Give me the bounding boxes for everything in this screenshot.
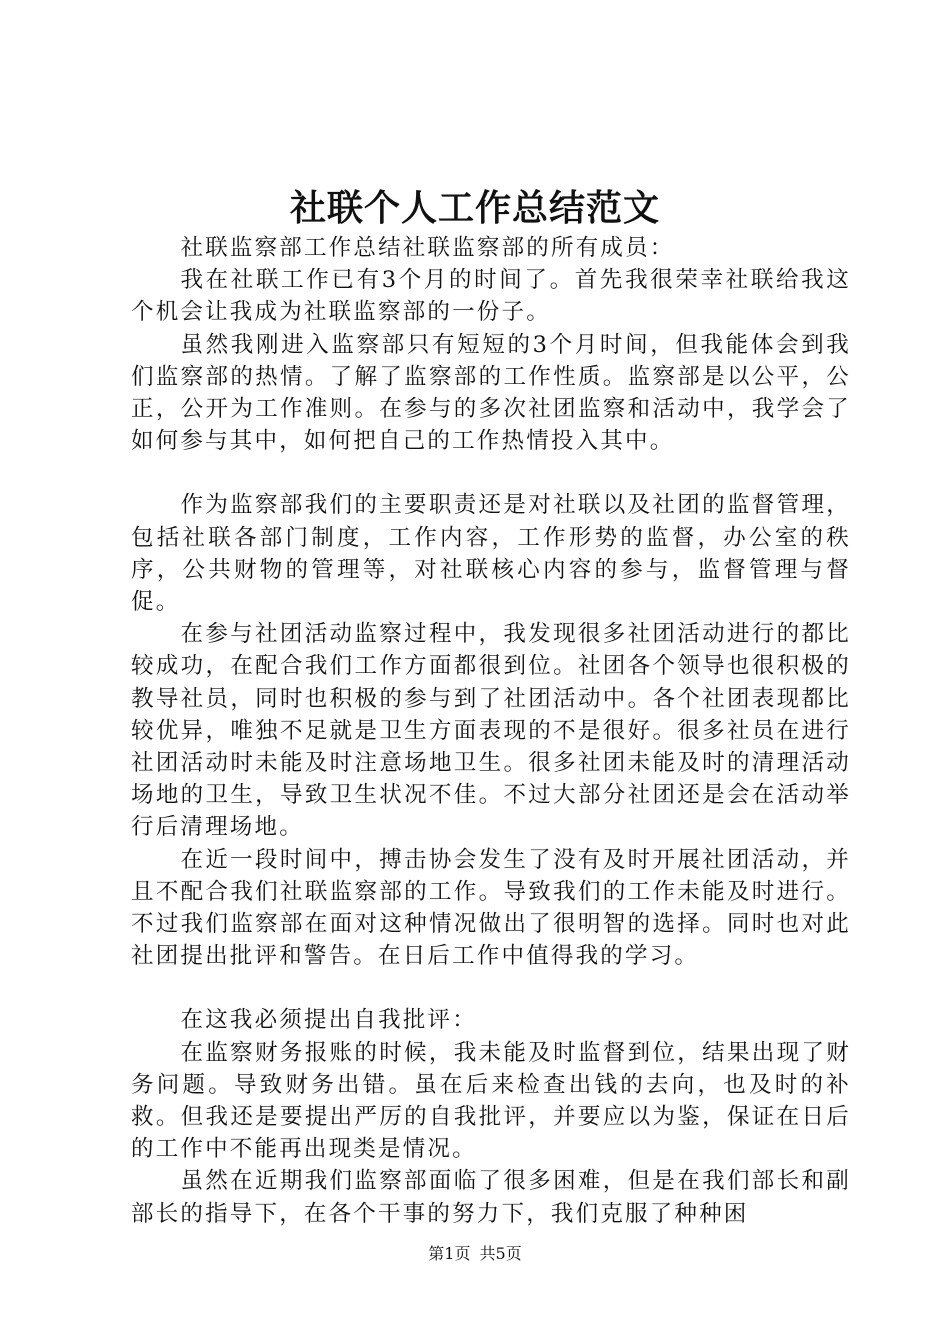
paragraph-boxing-association: 在近一段时间中，搏击协会发生了没有及时开展社团活动，并且不配合我们社联监察部的工作。导致我们的工作未能及时进行。不过我们监察部在面对这种情况做出了很明智的选择。同时也对此社团提出批评和警告。在日后工作中值得我的学习。: [131, 846, 851, 970]
paragraph-responsibilities: 作为监察部我们的主要职责还是对社联以及社团的监督管理，包括社联各部门制度，工作内容，工作形势的监督，办公室的秩序，公共财物的管理等，对社联核心内容的参与，监督管理与督促。: [131, 492, 851, 616]
paragraph-self-criticism-heading: 在这我必须提出自我批评：: [180, 1007, 477, 1034]
document-body: [131, 232, 851, 1230]
paragraph-overcoming-difficulties: 虽然在近期我们监察部面临了很多困难，但是在我们部长和副部长的指导下，在各个干事的努力下，我们克服了种种困: [131, 1168, 851, 1227]
paragraph-finance-issue: 在监察财务报账的时候，我未能及时监督到位，结果出现了财务问题。导致财务出错。虽在后来检查出钱的去向，也及时的补救。但我还是要提出严厉的自我批评，并要应以为鉴，保证在日后的工作中不能再出现类是情况。: [131, 1039, 851, 1163]
document-title: 社联个人工作总结范文: [289, 187, 660, 229]
paragraph-introduction: 我在社联工作已有3个月的时间了。首先我很荣幸社联给我这个机会让我成为社联监察部的一份子。: [131, 267, 851, 326]
paragraph-club-activity-supervision: 在参与社团活动监察过程中，我发现很多社团活动进行的都比较成功，在配合我们工作方面都很到位。社团各个领导也很积极的教导社员，同时也积极的参与到了社团活动中。各个社团表现都比较优异，唯独不足就是卫生方面表现的不是很好。很多社员在进行社团活动时未能及时注意场地卫生。很多社团未能及时的清理活动场地的卫生，导致卫生状况不佳。不过大部分社团还是会在活动举行后清理场地。: [131, 621, 851, 841]
paragraph-opening: 社联监察部工作总结社联监察部的所有成员：: [180, 235, 675, 261]
page-number-footer: 第1页 共5页: [428, 1244, 522, 1263]
paragraph-department-experience: 虽然我刚进入监察部只有短短的3个月时间，但我能体会到我们监察部的热情。了解了监察部的工作性质。监察部是以公平，公正，公开为工作准则。在参与的多次社团监察和活动中，我学会了如何参与其中，如何把自己的工作热情投入其中。: [131, 331, 851, 455]
